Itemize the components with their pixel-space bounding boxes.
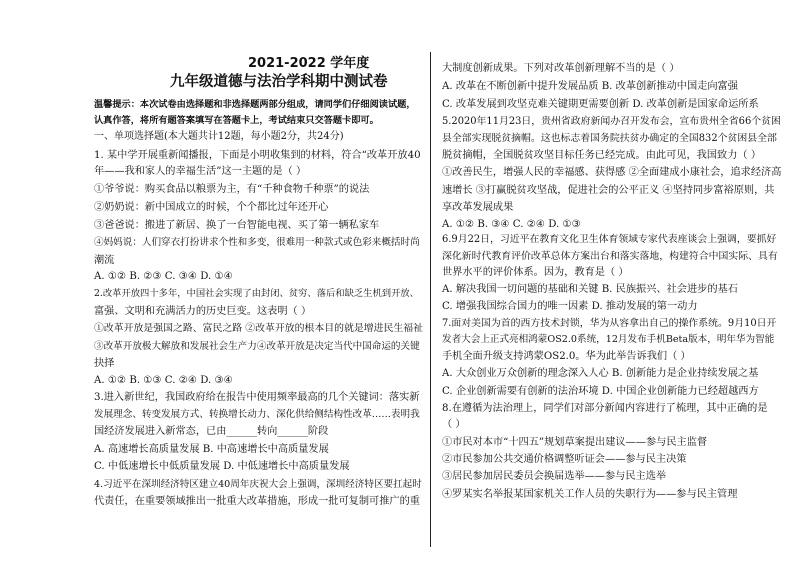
question-line: 县全部实现脱贫摘帽。这也标志着国务院扶贫办确定的全国832个贫困县全部 <box>442 133 777 144</box>
question-line: 富强、文明和充满活力的历史巨变。这表明（ ） <box>94 306 312 317</box>
question-line: 发展理念、转变发展方式、转换增长动力、深化供给侧结构性改革……表明我 <box>94 409 420 420</box>
question-line: 8.在遵循为法治理上，同学们对部分新闻内容进行了梳理，其中正确的是 <box>442 403 768 414</box>
question-line: ①市民对本市“十四五”规划草案提出建议——参与民主监督 <box>442 437 708 448</box>
question-line: ①爷爷说：购买食品以粮票为主，有“千种食物千种票”的说法 <box>94 184 370 195</box>
question-line: 2.改革开放四十多年，中国社会实现了由封闭、贫穷、落后和缺乏生机到开放、 <box>94 288 419 299</box>
question-line: 6.9月22日，习近平在教育文化卫生体育领域专家代表座谈会上强调，要抓好 <box>442 234 777 245</box>
question-line: 享改革发展成果 <box>442 202 514 213</box>
question-line: 脱贫摘帽，全国脱贫攻坚目标任务已经完成。由此可见，我国致力（ ） <box>442 150 762 161</box>
question-line: （ ） <box>442 419 466 430</box>
question-line: A. 改革在不断创新中提升发展品质 B. 改革创新推动中国走向富强 <box>442 81 738 92</box>
question-line: 手机全面升级支持鸿蒙OS2.0。华为此举告诉我们（ ） <box>442 351 691 362</box>
question-line: 速增长 ③打赢脱贫攻坚战，促进社会的公平正义 ④坚持同步富裕原则，共 <box>442 185 775 196</box>
question-line: 国经济发展进入新常态，已由______转向______阶段 <box>94 426 329 437</box>
question-line: A. 高速增长高质量发展 B. 中高速增长中高质量发展 <box>94 444 329 455</box>
question-line: 发者大会上正式亮相鸿蒙OS2.0系统，12月发布手机Beta版本，明年华为智能 <box>442 334 775 345</box>
question-line: 世界水平的评价体系。因为，教育是（ ） <box>442 267 629 278</box>
question-line: 年——我和家人的幸福生活”这一主题的是（ ） <box>94 166 307 177</box>
column-divider <box>430 52 431 547</box>
question-line: A. 解决我国一切问题的基础和关键 B. 民族振兴、社会进步的基石 <box>442 284 738 295</box>
question-line: 3.进入新世纪，我国政府给在报告中使用频率最高的几个关键词：落实新 <box>94 392 420 403</box>
question-line: 大制度创新成果。下列对改革创新理解不当的是（ ） <box>442 63 680 74</box>
question-line: ②市民参加公共交通价格调整听证会——参与民主决策 <box>442 454 687 465</box>
question-line: 抉择 <box>94 358 115 369</box>
question-line: 代责任，在重要领域推出一批重大改革措施，形成一批可复制可推广的重 <box>94 496 420 507</box>
question-line: ①改革开放是强国之路、富民之路 ②改革开放的根本目的就是增进民生福祉 <box>94 323 424 334</box>
question-line: 7.面对美国为首的西方技术封锁，华为从容拿出自己的操作系统。9月10日开 <box>442 318 777 329</box>
question-line: C. 中低速增长中低质量发展 D. 中低速增长中高质量发展 <box>94 461 350 472</box>
question-line: 潮流 <box>94 255 115 266</box>
question-line: A. 大众创业万众创新的理念深入人心 B. 创新能力是企业持续发展之基 <box>442 368 759 379</box>
reminder-line: 认真作答，将所有题答案填写在答题卡上，考试结束只交答题卡即可。 <box>94 115 379 126</box>
reminder-line: 温馨提示：本次试卷由选择题和非选择题两部分组成，请同学们仔细阅读试题， <box>94 99 416 110</box>
question-line: C. 改革发展到攻坚克难关键期更需要创新 D. 改革创新是国家命运所系 <box>442 99 759 110</box>
question-line: 1. 某中学开展重新闻播报，下面是小明收集到的材料，符合“改革开放40 <box>94 150 421 161</box>
question-line: A. ①② B. ①③ C. ②④ D. ③④ <box>94 375 233 386</box>
question-line: ①改善民生，增强人民的幸福感、获得感 ②全面建成小康社会，追求经济高 <box>442 167 782 178</box>
question-line: A. ①② B. ③④ C. ②④ D. ①③ <box>442 219 581 230</box>
question-line: C. 增强我国综合国力的唯一因素 D. 推动发展的第一动力 <box>442 301 698 312</box>
section-heading: 一、单项选择题(本大题共计12题，每小题2分，共24分) <box>94 131 344 142</box>
exam-title: 九年级道德与法治学科期中测试卷 <box>170 74 388 90</box>
school-year-heading: 2021-2022 学年度 <box>248 56 370 71</box>
question-line: C. 企业创新需要有创新的法治环境 D. 中国企业创新能力已经超越西方 <box>442 386 759 397</box>
question-line: ②奶奶说：新中国成立的时候，个个都比过年还开心 <box>94 202 329 213</box>
question-line: ③爸爸说：搬进了新居、换了一台智能电视、买了第一辆私家车 <box>94 220 380 231</box>
question-line: ④罗某实名举报某国家机关工作人员的失职行为——参与民主管理 <box>442 489 738 500</box>
question-line: ④妈妈说：人们穿衣打扮讲求个性和多变，很难用一种款式或色彩来概括时尚 <box>94 237 420 248</box>
question-line: 深化新时代教育评价改革总体方案出台和落实落地，构建符合中国实际、具有 <box>442 251 778 262</box>
question-line: ③居民参加居民委员会换届选举——参与民主选举 <box>442 471 667 482</box>
question-line: 5.2020年11月23日，贵州省政府新闻办召开发布会，宣布贵州全省66个贫困 <box>442 116 781 127</box>
question-line: 4.习近平在深圳经济特区建立40周年庆祝大会上强调，深圳经济特区要扛起时 <box>94 479 422 490</box>
question-line: ③改革开放极大解放和发展社会生产力④改革开放是决定当代中国命运的关键 <box>94 341 420 352</box>
question-line: A. ①② B. ②③ C. ③④ D. ①④ <box>94 271 233 282</box>
